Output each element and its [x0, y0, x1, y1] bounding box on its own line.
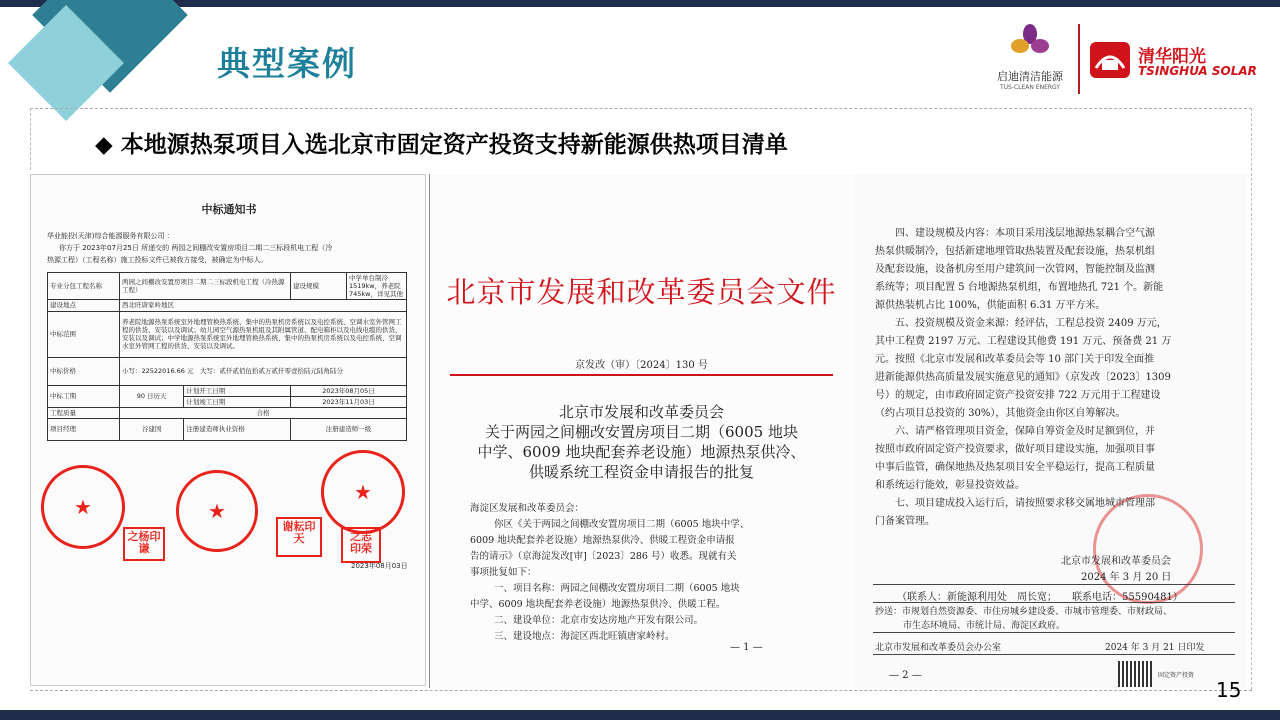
cell: 建设地点 [48, 300, 120, 311]
approval-subject: 北京市发展和改革委员会 关于两园之间棚改安置房项目二期（6005 地块 中学、6009 地块配套养老设施）地源热泵供冷、 供暖系统工程资金申请报告的批复 [477, 403, 806, 481]
cell: 谷建国 [120, 418, 184, 440]
cell: 2023年11月03日 [291, 396, 407, 407]
approval-line: 告的请示》（京海淀发改[审]〔2023〕286 号）收悉。现就有关 [470, 551, 737, 562]
sign-date: 2024 年 3 月 20 日 [1081, 572, 1172, 583]
cell: 计划竣工日期 [184, 396, 291, 407]
cell: 2023年08月05日 [291, 385, 407, 396]
approval-line: 进新能源供热高质量发展实施意见的通知》（京发改〔2023〕1309 [875, 372, 1171, 383]
cell: 专业分包工程名称 [48, 273, 120, 300]
bid-table [47, 272, 407, 441]
cell: 中学单台制冷1519kw，养老院745kw，详见其他 [347, 273, 407, 300]
tsinghua-en: TSINGHUA SOLAR [1138, 64, 1257, 78]
cc-line: 抄送：市规划自然资源委、市住房城乡建设委、市城市管理委、市财政局、 [875, 607, 1173, 617]
office: 北京市发展和改革委员会办公室 [875, 643, 1002, 653]
rule [873, 602, 1235, 603]
bid-para2: 热源工程）（工程名称）施工投标文件已被我方接受，被确定为中标人。 [47, 256, 268, 264]
cell: 小写：22522016.66 元 大写：贰仟贰佰伍拾贰万贰仟零壹拾陆元陆角陆分 [120, 357, 407, 385]
rule [873, 584, 1235, 585]
cell: 计划开工日期 [184, 385, 291, 396]
cell: 中标价格 [48, 357, 120, 385]
approval-line: 系统等；项目配置 5 台地源热泵机组，布置地热孔 721 个。新能 [875, 282, 1164, 293]
qidi-name: 启迪清洁能源 [997, 70, 1063, 83]
qidi-logo [990, 22, 1070, 92]
cell: 注册建造师一级 [291, 418, 407, 440]
approval-line: 和系统运行能效，彰显投资效益。 [875, 480, 1025, 491]
red-seal: ★ [176, 470, 258, 552]
qidi-sub: TUS-CLEAN ENERGY [999, 84, 1061, 91]
cc-line: 市生态环境局、市统计局、海淀区政府。 [903, 621, 1066, 631]
ndrc-red-header: 北京市发展和改革委员会文件 [446, 275, 837, 309]
approval-line: 按照市政府固定资产投资要求，做好项目建设实施，加强项目事 [875, 444, 1155, 455]
approval-line: 三、建设地点：海淀区西北旺镇唐家岭村。 [475, 631, 675, 642]
approval-line: 及配套设施，设备机房至用户建筑间一次管网，智能控制及监测 [875, 264, 1155, 275]
personal-seal: 之杨印谦 [123, 527, 165, 561]
cell: 养老院地源热泵系统室外地埋管换热系统、集中的热泵机房系统以及电控系统、空调水室外管网工程的供货、安装以及调试；幼儿园空气源热泵机组及其附属管道、配电箱柜以及电线电缆的供货、安装以及调试；中学地源热泵系统室外地埋管换热系统、集中的热泵机房系统以及电控系统、空调水室外管网工程的供货、安装以及调试。 [120, 311, 407, 357]
frame-top [30, 108, 1252, 109]
approval-line: 中学、6009 地块配套养老设施）地源热泵供冷、供暖工程。 [470, 599, 726, 610]
approval-line: 一、项目名称：两园之间棚改安置房项目二期（6005 地块 [475, 583, 740, 594]
approval-line: 五、投资规模及资金来源：经评估，工程总投资 2409 万元， [875, 318, 1167, 329]
approval-line: 号）的规定，由市政府固定资产投资安排 722 万元用于工程建设 [875, 390, 1161, 401]
tsinghua-name: 清华阳光 [1138, 47, 1206, 67]
approval-line: 二、建设单位：北京市安达房地产开发有限公司。 [475, 615, 704, 626]
tsinghua-logo [1088, 40, 1258, 82]
qr-code-icon [1118, 661, 1152, 687]
page-number: 15 [1216, 678, 1242, 702]
tsinghua-sun-icon [1088, 40, 1132, 80]
signer: 北京市发展和改革委员会 [1061, 556, 1171, 567]
ndrc-approval-page1 [429, 174, 852, 688]
rule [873, 654, 1235, 655]
logo-divider [1078, 24, 1080, 94]
slide-title: 典型案例 [217, 44, 357, 83]
cell: 合格 [120, 407, 407, 418]
approval-line: 中事后监管，确保地热及热泵项目安全平稳运行，提高工程质量 [875, 462, 1155, 473]
ndrc-doc-number: 京发改（审）〔2024〕130 号 [575, 360, 708, 371]
approval-line: 你区《关于两园之间棚改安置房项目二期（6005 地块中学、 [475, 519, 750, 530]
rule [873, 632, 1235, 633]
approval-line: 七、项目建成投入运行后，请按照要求移交属地城市管理部 [875, 498, 1155, 509]
personal-seal: 谢耘印天 [276, 517, 322, 557]
approval-line: 海淀区发展和改革委员会： [470, 503, 585, 514]
red-rule [450, 374, 833, 376]
approval-line: 六、请严格管理项目资金，保障自筹资金及时足额到位，并 [875, 426, 1155, 437]
cell: 工程质量 [48, 407, 120, 418]
approval-line: 源供热装机占比 100%，供能面积 6.31 万平方米。 [875, 300, 1106, 311]
approval-line: 门备案管理。 [875, 516, 935, 527]
approval-line: 6009 地块配套养老设施）地源热泵供冷、供暖工程资金申请报 [470, 535, 735, 546]
print-date: 2024 年 3 月 21 日印发 [1105, 643, 1205, 653]
cell: 西北旺唐家岭地区 [120, 300, 407, 311]
approval-line: 事项批复如下： [470, 567, 537, 578]
contact: （联系人：新能源利用处 周长宽； 联系电话：55590481） [897, 592, 1183, 603]
ndrc-approval-page2 [853, 174, 1247, 688]
cell: 项目经理 [48, 418, 120, 440]
approval-line: 热泵供暖制冷，包括新建地埋管取热装置及配套设施，热泵机组 [875, 246, 1155, 257]
cell: 注册建造师执业资格 [184, 418, 291, 440]
bid-para1: 你方于 2023年07月25日 所递交的 两园之间棚改安置房项目二期二三标段机电工程（冷 [59, 244, 333, 252]
page-marker: — 2 — [889, 670, 922, 681]
page-marker: — 1 — [730, 642, 763, 653]
red-seal: ★ [41, 465, 125, 549]
cell: 两园之间棚改安置房项目二期二三标段机电工程（冷热源工程） [120, 273, 291, 300]
cell: 90 日历天 [120, 385, 184, 407]
approval-line: （约占项目总投资的 30%），其他资金由你区自筹解决。 [875, 408, 1126, 419]
bottom-bar [0, 710, 1280, 720]
qr-caption: 固定资产投资 [1158, 672, 1195, 679]
top-bar [0, 0, 1280, 7]
bid-addressee: 华业能投(天津)综合能源服务有限公司 ： [47, 232, 174, 240]
section-heading: ◆ 本地源热泵项目入选北京市固定资产投资支持新能源供热项目清单 [95, 132, 788, 158]
bid-notice-document [30, 174, 426, 686]
bid-notice-title: 中标通知书 [201, 203, 257, 216]
approval-line: 元。按照《北京市发展和改革委员会等 10 部门关于印发全面推 [875, 354, 1155, 365]
red-seal: ★ [321, 450, 405, 534]
cell: 中标工期 [48, 385, 120, 407]
cell: 中标范围 [48, 311, 120, 357]
qidi-flower-icon [1010, 22, 1050, 62]
approval-line: 四、建设规模及内容：本项目采用浅层地源热泵耦合空气源 [875, 228, 1155, 239]
frame-left [30, 108, 31, 170]
frame-bottom [30, 690, 1252, 691]
approval-line: 其中工程费 2197 万元、工程建设其他费 191 万元、预备费 21 万 [875, 336, 1172, 347]
personal-seal: 之志印荣 [341, 527, 381, 563]
cell: 建设规模 [291, 273, 347, 300]
bid-date: 2023年08月03日 [351, 562, 408, 570]
